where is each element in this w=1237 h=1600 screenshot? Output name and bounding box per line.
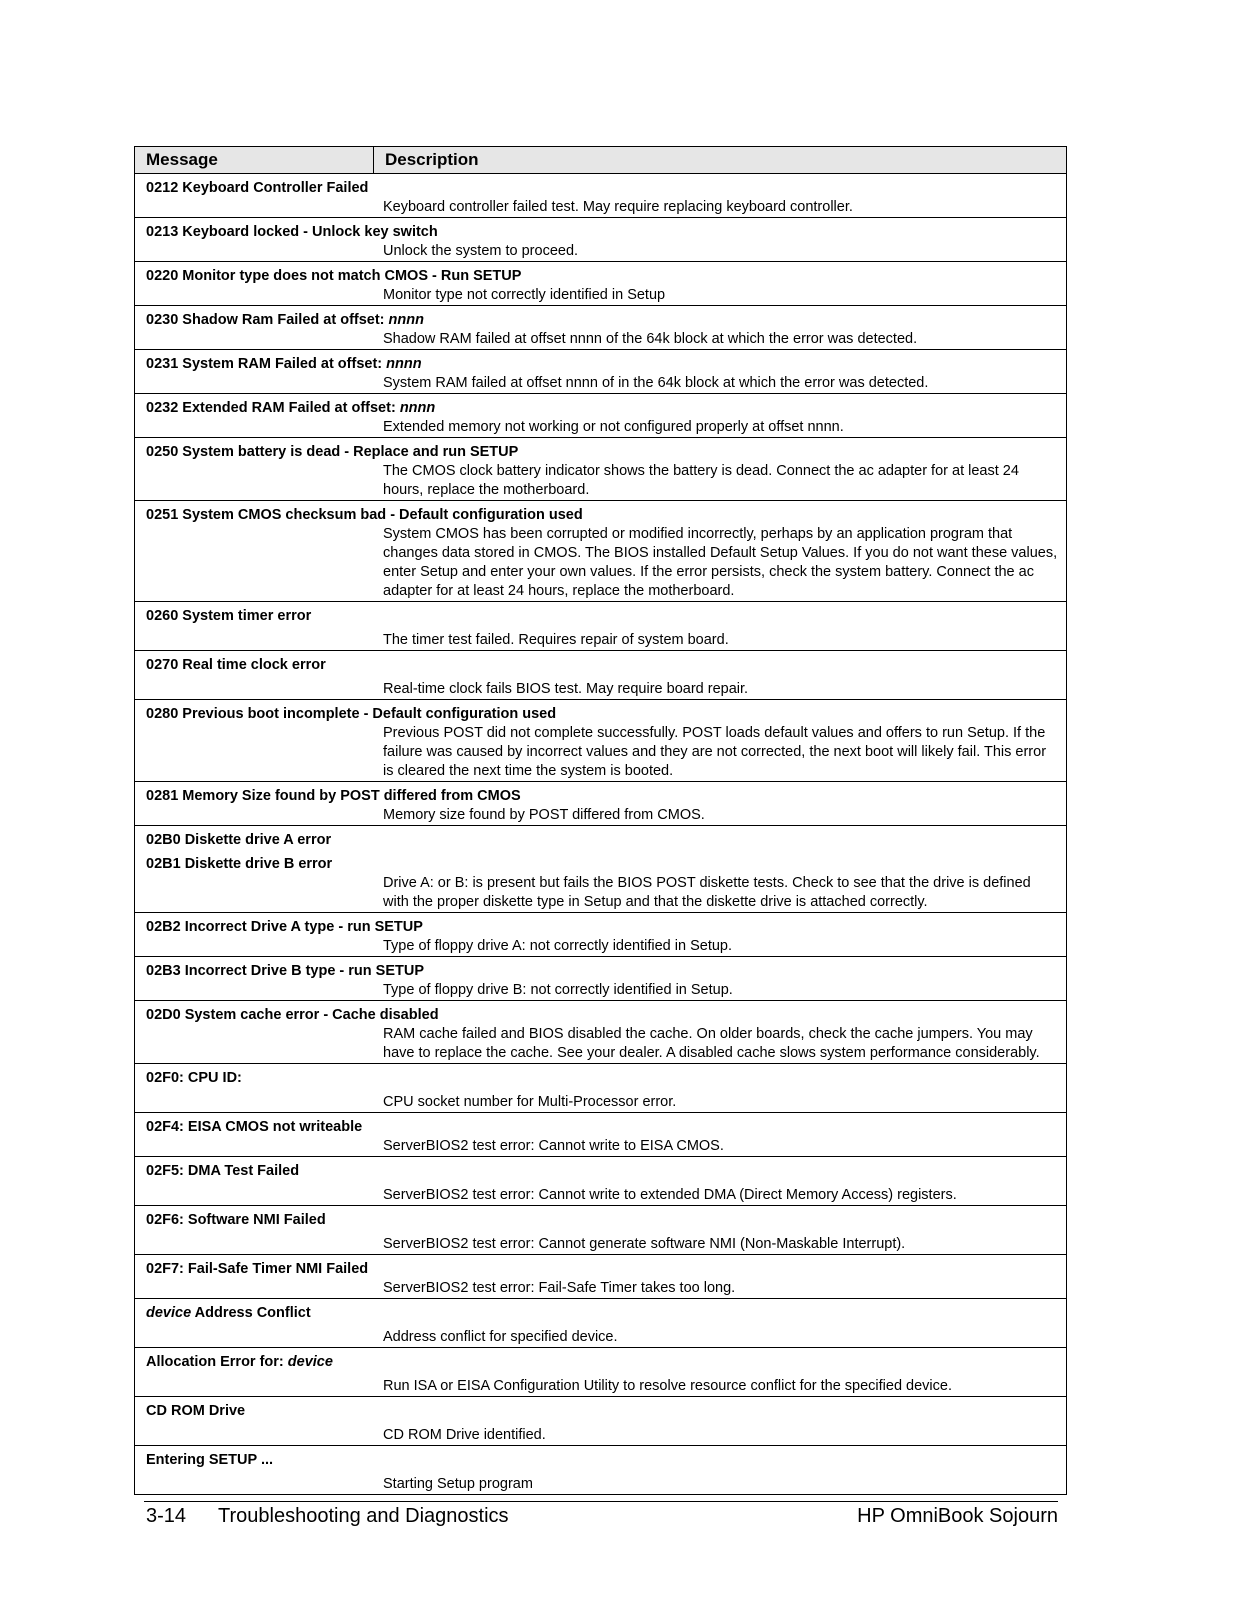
- message-text: Entering SETUP ...: [146, 1452, 274, 1468]
- error-description: The CMOS clock battery indicator shows the battery is dead. Connect the ac adapter for at least 24 hours, replace the motherboard.: [383, 463, 1019, 498]
- table-row: [135, 700, 1066, 782]
- table-row: [135, 957, 1066, 1001]
- message-text: 0212 Keyboard Controller Failed: [146, 180, 369, 196]
- message-text: 0250 System battery is dead - Replace and run SETUP: [146, 444, 519, 460]
- error-message: [146, 399, 1066, 418]
- table-header: [135, 147, 1066, 174]
- message-text: 0231 System RAM Failed at offset:: [146, 356, 387, 372]
- table-row: [135, 782, 1066, 826]
- message-text: 02F4: EISA CMOS not writeable: [146, 1119, 363, 1135]
- error-message: [146, 831, 1066, 850]
- message-text: 02F0: CPU ID:: [146, 1070, 242, 1086]
- error-message: [146, 607, 1066, 626]
- table-row: [135, 913, 1066, 957]
- error-description: CPU socket number for Multi-Processor error.: [383, 1094, 677, 1110]
- header-message: Message: [135, 147, 374, 173]
- error-description: Run ISA or EISA Configuration Utility to resolve resource conflict for the specified device.: [383, 1378, 952, 1394]
- message-text: 0281 Memory Size found by POST differed from CMOS: [146, 788, 521, 804]
- error-description: Drive A: or B: is present but fails the BIOS POST diskette tests. Check to see that the drive is defined with the proper diskette type in Setup and that the diskette drive is attached correctly.: [383, 875, 1031, 910]
- error-message: [146, 1451, 1066, 1470]
- error-description: RAM cache failed and BIOS disabled the cache. On older boards, check the cache jumpers. You may have to replace the cache. See your dealer. A disabled cache slows system performance considerably.: [383, 1026, 1040, 1061]
- error-description: Monitor type not correctly identified in Setup: [383, 287, 666, 303]
- error-description: CD ROM Drive identified.: [383, 1427, 546, 1443]
- error-message: [146, 787, 1066, 806]
- table-row: [135, 350, 1066, 394]
- error-description: Real-time clock fails BIOS test. May require board repair.: [383, 681, 749, 697]
- error-description: Extended memory not working or not configured properly at offset nnnn.: [383, 419, 844, 435]
- message-text: 0213 Keyboard locked - Unlock key switch: [146, 224, 438, 240]
- error-message: [146, 705, 1066, 724]
- message-text: 0232 Extended RAM Failed at offset:: [146, 400, 400, 416]
- page-number: 3-14: [146, 1505, 187, 1527]
- error-message: [146, 355, 1066, 374]
- error-description: Previous POST did not complete successfully. POST loads default values and offers to run Setup. If the failure was caused by incorrect values and they are not corrected, the next boot will likely fail. This error is cleared the next time the system is booted.: [383, 725, 1047, 779]
- error-description: The timer test failed. Requires repair of system board.: [383, 632, 729, 648]
- error-message: [146, 1304, 1066, 1323]
- error-description: Keyboard controller failed test. May require replacing keyboard controller.: [383, 199, 853, 215]
- error-message: [146, 656, 1066, 675]
- error-message: [146, 179, 1066, 198]
- message-text: 0230 Shadow Ram Failed at offset:: [146, 312, 389, 328]
- error-message: [146, 1006, 1066, 1025]
- error-description: ServerBIOS2 test error: Fail-Safe Timer takes too long.: [383, 1280, 736, 1296]
- message-text: Allocation Error for:: [146, 1354, 288, 1370]
- message-variable: nnnn: [399, 400, 436, 416]
- error-description: System CMOS has been corrupted or modified incorrectly, perhaps by an application program that changes data stored in CMOS. The BIOS installed Default Setup Values. If you do not want these values, enter Setup and enter your own values. If the error persists, check the system battery. Connect the ac adapter for at least 24 hours, replace the motherboard.: [383, 526, 1058, 599]
- error-description: ServerBIOS2 test error: Cannot generate software NMI (Non-Maskable Interrupt).: [383, 1236, 906, 1252]
- table-row: [135, 501, 1066, 602]
- table-row: [135, 262, 1066, 306]
- footer-left: [146, 1505, 509, 1528]
- error-message: [146, 918, 1066, 937]
- error-message: 02B1 Diskette drive B error: [146, 856, 333, 872]
- header-description: Description: [385, 150, 479, 169]
- table-row: [135, 1157, 1066, 1206]
- error-message: [146, 1162, 1066, 1181]
- error-message: [146, 311, 1066, 330]
- section-title: Troubleshooting and Diagnostics: [218, 1505, 509, 1527]
- table-row: [135, 1397, 1066, 1446]
- table-row: [135, 306, 1066, 350]
- error-description: Memory size found by POST differed from CMOS.: [383, 807, 705, 823]
- message-text: 02B0 Diskette drive A error: [146, 832, 332, 848]
- message-text: 02D0 System cache error - Cache disabled: [146, 1007, 439, 1023]
- table-row: [135, 1348, 1066, 1397]
- error-message: [146, 1118, 1066, 1137]
- message-text: 02B3 Incorrect Drive B type - run SETUP: [146, 963, 424, 979]
- error-message: [146, 267, 1066, 286]
- error-description: Address conflict for specified device.: [383, 1329, 618, 1345]
- error-description: Starting Setup program: [383, 1476, 533, 1492]
- error-message: [146, 506, 1066, 525]
- table-row: [135, 218, 1066, 262]
- table-row: [135, 1446, 1066, 1494]
- error-description: Type of floppy drive A: not correctly identified in Setup.: [383, 938, 732, 954]
- message-text: 02F7: Fail-Safe Timer NMI Failed: [146, 1261, 369, 1277]
- table-row: [135, 394, 1066, 438]
- message-text: 0251 System CMOS checksum bad - Default configuration used: [146, 507, 583, 523]
- table-body: [135, 174, 1066, 1494]
- error-description: Type of floppy drive B: not correctly identified in Setup.: [383, 982, 733, 998]
- table-row: [135, 1255, 1066, 1299]
- message-text: 02F5: DMA Test Failed: [146, 1163, 300, 1179]
- error-message: [146, 223, 1066, 242]
- table-row: [135, 438, 1066, 501]
- message-text: 0280 Previous boot incomplete - Default configuration used: [146, 706, 557, 722]
- error-message: [146, 443, 1066, 462]
- error-message: [146, 1260, 1066, 1279]
- message-text: 0270 Real time clock error: [146, 657, 326, 673]
- message-text: CD ROM Drive: [146, 1403, 246, 1419]
- message-variable: device: [287, 1354, 333, 1370]
- error-description: ServerBIOS2 test error: Cannot write to extended DMA (Direct Memory Access) registers.: [383, 1187, 957, 1203]
- table-row: [135, 1113, 1066, 1157]
- message-variable: device: [146, 1305, 192, 1321]
- message-text: 0260 System timer error: [146, 608, 312, 624]
- footer-divider: [144, 1501, 1058, 1502]
- table-row: [135, 174, 1066, 218]
- table-row: [135, 1206, 1066, 1255]
- error-message: [146, 1069, 1066, 1088]
- error-description: System RAM failed at offset nnnn of in the 64k block at which the error was detected.: [383, 375, 929, 391]
- error-description: Shadow RAM failed at offset nnnn of the 64k block at which the error was detected.: [383, 331, 918, 347]
- table-row: [135, 1064, 1066, 1113]
- table-row: [135, 1299, 1066, 1348]
- error-messages-table: [134, 146, 1067, 1495]
- error-message: [146, 962, 1066, 981]
- table-row: [135, 602, 1066, 651]
- error-description: Unlock the system to proceed.: [383, 243, 579, 259]
- table-row: [135, 1001, 1066, 1064]
- message-text: 02B2 Incorrect Drive A type - run SETUP: [146, 919, 423, 935]
- table-row: [135, 651, 1066, 700]
- error-description: ServerBIOS2 test error: Cannot write to EISA CMOS.: [383, 1138, 724, 1154]
- message-text: 0220 Monitor type does not match CMOS - Run SETUP: [146, 268, 522, 284]
- error-message: [146, 1211, 1066, 1230]
- message-variable: nnnn: [386, 356, 422, 372]
- error-message: [146, 1353, 1066, 1372]
- message-variable: nnnn: [388, 312, 424, 328]
- message-text: Address Conflict: [191, 1305, 311, 1321]
- table-row: [135, 826, 1066, 913]
- product-name: HP OmniBook Sojourn: [857, 1505, 1058, 1527]
- message-text: 02F6: Software NMI Failed: [146, 1212, 326, 1228]
- error-message: [146, 1402, 1066, 1421]
